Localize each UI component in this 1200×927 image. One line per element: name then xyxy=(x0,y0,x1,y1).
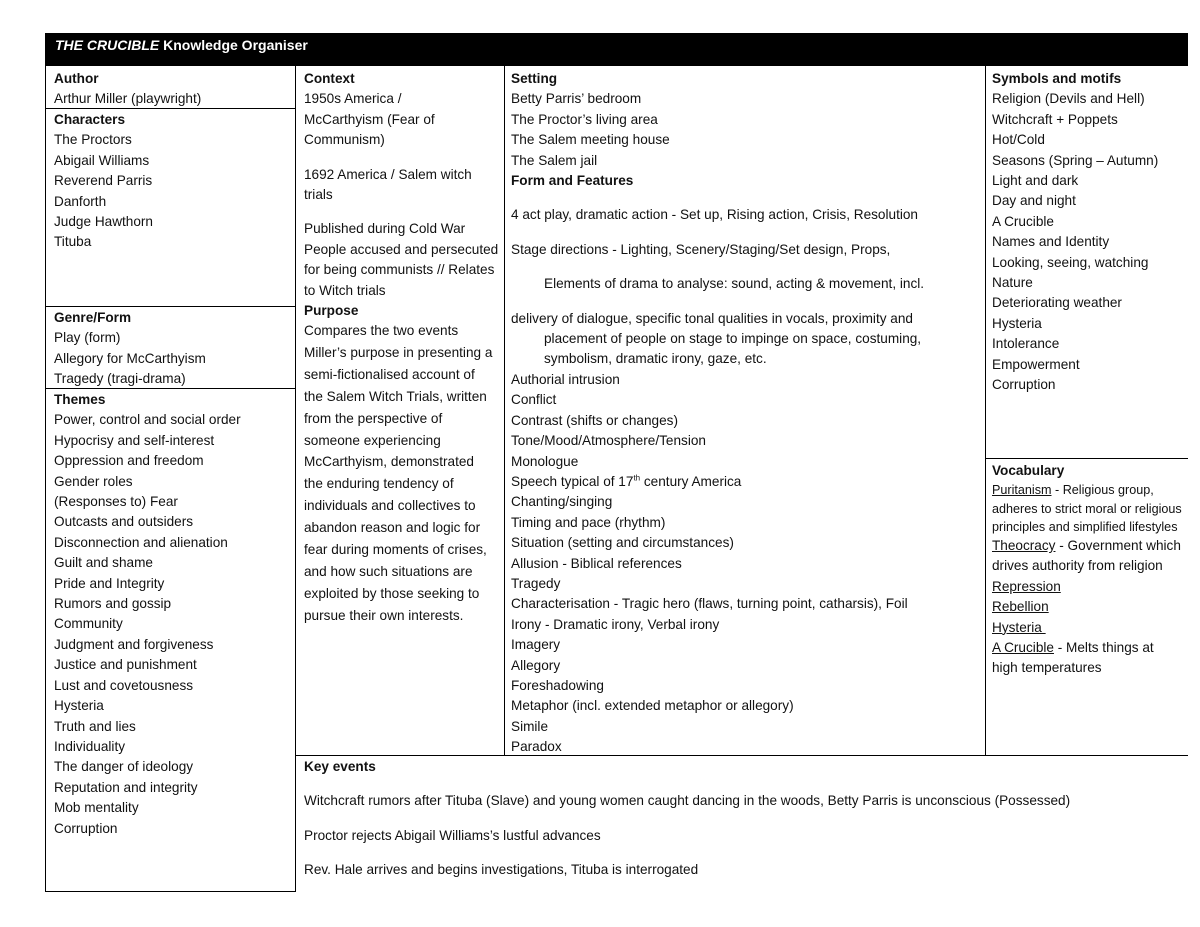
speech-post: century America xyxy=(640,473,742,489)
def-puritanism: - Religious group, adheres to strict moral or religious principles and simplified lifestyles xyxy=(992,483,1182,534)
setting-heading: Setting xyxy=(511,71,558,86)
list-item: Nature xyxy=(992,275,1033,291)
list-item: Conflict xyxy=(511,392,557,408)
list-item: Paradox xyxy=(511,739,562,755)
purpose-body: Miller’s purpose in presenting a semi-fictionalised account of the Salem Witch Trials, written from the perspective of someone experiencing McCarthyism, demonstrated the enduring tendency of individuals and collectives to abandon reason and logic for fear during moments of crises, and how such situations are exploited by those seeking to pursue their own interests. xyxy=(304,344,493,623)
list-item: Oppression and freedom xyxy=(54,453,204,469)
context-block-3a: Published during Cold War xyxy=(304,221,466,237)
term-rebellion: Rebellion xyxy=(992,599,1049,615)
term-hysteria: Hysteria xyxy=(992,619,1046,635)
list-item: Tituba xyxy=(54,234,92,250)
list-item: The Salem meeting house xyxy=(511,132,670,148)
list-item: Characterisation - Tragic hero (flaws, turning point, catharsis), Foil xyxy=(511,596,908,612)
list-item: Individuality xyxy=(54,738,126,754)
list-item: Witchcraft + Poppets xyxy=(992,111,1118,127)
list-item: Allegory xyxy=(511,657,561,673)
list-item: Outcasts and outsiders xyxy=(54,514,194,530)
divider-col3 xyxy=(985,66,986,755)
list-item: Tragedy xyxy=(511,575,561,591)
themes-heading: Themes xyxy=(54,392,106,407)
list-item: Day and night xyxy=(992,193,1076,209)
key-event: Rev. Hale arrives and begins investigations, Tituba is interrogated xyxy=(304,862,699,878)
list-item: The danger of ideology xyxy=(54,759,194,775)
context-block-2: 1692 America / Salem witch trials xyxy=(304,166,472,203)
purpose-heading: Purpose xyxy=(304,303,359,319)
list-item: Hysteria xyxy=(54,698,104,714)
def-theocracy: - Government which drives authority from religion xyxy=(992,538,1181,574)
genre-heading: Genre/Form xyxy=(54,310,132,325)
speech-pre: Speech typical of 17 xyxy=(511,473,634,489)
list-item: Chanting/singing xyxy=(511,494,613,510)
list-item: Allusion - Biblical references xyxy=(511,555,682,571)
setting-form-section xyxy=(511,69,981,758)
list-item: (Responses to) Fear xyxy=(54,494,178,510)
list-item: Foreshadowing xyxy=(511,677,604,693)
characters-heading: Characters xyxy=(54,112,126,127)
list-item: Deteriorating weather xyxy=(992,295,1122,311)
symbols-heading: Symbols and motifs xyxy=(992,71,1122,86)
title-bar xyxy=(45,33,1188,66)
symbols-section xyxy=(992,69,1186,396)
list-item: Disconnection and alienation xyxy=(54,534,228,550)
term-crucible: A Crucible xyxy=(992,640,1054,656)
list-item: The Proctor’s living area xyxy=(511,111,658,127)
form-act: 4 act play, dramatic action - Set up, Rising action, Crisis, Resolution xyxy=(511,207,918,223)
list-item: Pride and Integrity xyxy=(54,575,165,591)
form-heading: Form and Features xyxy=(511,173,634,189)
list-item: Imagery xyxy=(511,637,561,653)
vocab-heading: Vocabulary xyxy=(992,463,1065,478)
list-item: Mob mentality xyxy=(54,800,139,816)
list-item: Tragedy (tragi-drama) xyxy=(54,371,186,387)
vocabulary-section xyxy=(992,461,1182,679)
term-repression: Repression xyxy=(992,578,1061,594)
list-item: Contrast (shifts or changes) xyxy=(511,412,678,428)
context-block-1: 1950s America / McCarthyism (Fear of Communism) xyxy=(304,91,435,148)
author-section xyxy=(54,69,292,110)
list-item: Lust and covetousness xyxy=(54,677,194,693)
author-text: Arthur Miller (playwright) xyxy=(54,91,202,107)
characters-section xyxy=(54,110,292,253)
title-italic: THE CRUCIBLE xyxy=(55,37,160,53)
form-elements-2: delivery of dialogue, specific tonal qualities in vocals, proximity and xyxy=(511,310,913,326)
list-item: Rumors and gossip xyxy=(54,596,172,612)
list-item: Play (form) xyxy=(54,330,121,346)
list-item: Empowerment xyxy=(992,356,1080,372)
list-item: Metaphor (incl. extended metaphor or allegory) xyxy=(511,698,794,714)
def-crucible: - Melts things at high temperatures xyxy=(992,640,1154,676)
list-item: Allegory for McCarthyism xyxy=(54,350,206,366)
list-item: Reverend Parris xyxy=(54,173,153,189)
list-item: Looking, seeing, watching xyxy=(992,254,1149,270)
list-item: Gender roles xyxy=(54,473,133,489)
divider-characters xyxy=(45,306,295,307)
list-item: Corruption xyxy=(54,820,118,836)
list-item: Irony - Dramatic irony, Verbal irony xyxy=(511,616,720,632)
list-item: Abigail Williams xyxy=(54,152,150,168)
form-elements-3: placement of people on stage to impinge on space, costuming, xyxy=(544,331,922,347)
divider-symbols xyxy=(985,458,1188,459)
list-item: Intolerance xyxy=(992,336,1060,352)
key-event: Proctor rejects Abigail Williams’s lustful advances xyxy=(304,827,601,843)
list-item: Betty Parris’ bedroom xyxy=(511,91,642,107)
term-puritanism: Puritanism xyxy=(992,483,1052,498)
form-stage: Stage directions - Lighting, Scenery/Staging/Set design, Props, xyxy=(511,241,891,257)
list-item: The Proctors xyxy=(54,132,132,148)
knowledge-organiser xyxy=(45,33,1188,892)
list-item: Corruption xyxy=(992,377,1056,393)
vocab-puritanism xyxy=(992,481,1182,536)
list-item: Community xyxy=(54,616,123,632)
term-theocracy: Theocracy xyxy=(992,538,1056,554)
list-item: Seasons (Spring – Autumn) xyxy=(992,152,1159,168)
border-bottom xyxy=(45,891,295,892)
themes-section xyxy=(54,390,292,839)
list-item: Hot/Cold xyxy=(992,132,1045,148)
list-item: Judgment and forgiveness xyxy=(54,636,214,652)
border-left xyxy=(45,66,46,892)
list-item: Situation (setting and circumstances) xyxy=(511,535,734,551)
list-item: Justice and punishment xyxy=(54,657,197,673)
list-item: Danforth xyxy=(54,193,107,209)
list-item: Power, control and social order xyxy=(54,412,241,428)
key-events-heading: Key events xyxy=(304,759,376,774)
vocab-theocracy xyxy=(992,536,1182,577)
list-item: Authorial intrusion xyxy=(511,371,620,387)
vocab-crucible xyxy=(992,638,1182,679)
form-elements-4: symbolism, dramatic irony, gaze, etc. xyxy=(544,351,767,367)
purpose-line-1: Compares the two events xyxy=(304,323,459,339)
list-item: Names and Identity xyxy=(992,234,1110,250)
context-block-3b: People accused and persecuted for being communists // Relates to Witch trials xyxy=(304,241,499,298)
list-item: Guilt and shame xyxy=(54,555,153,571)
list-item: Monologue xyxy=(511,453,579,469)
title-rest: Knowledge Organiser xyxy=(159,37,308,53)
form-elements-1: Elements of drama to analyse: sound, acting & movement, incl. xyxy=(544,276,925,292)
key-event: Witchcraft rumors after Tituba (Slave) and young women caught dancing in the woods, Betty Parris is unconscious (Possessed) xyxy=(304,793,1071,809)
list-item: Hypocrisy and self-interest xyxy=(54,432,215,448)
divider-col1 xyxy=(295,66,296,892)
list-item: Religion (Devils and Hell) xyxy=(992,91,1145,107)
divider-col2 xyxy=(504,66,505,755)
list-item: Hysteria xyxy=(992,315,1042,331)
list-item: Timing and pace (rhythm) xyxy=(511,514,666,530)
author-heading: Author xyxy=(54,71,99,86)
list-item: A Crucible xyxy=(992,213,1054,229)
key-events-section xyxy=(304,757,1184,881)
list-item: The Salem jail xyxy=(511,152,598,168)
list-item: Truth and lies xyxy=(54,718,136,734)
list-item: Tone/Mood/Atmosphere/Tension xyxy=(511,433,706,449)
list-item: Light and dark xyxy=(992,173,1079,189)
list-item: Simile xyxy=(511,718,549,734)
list-item: Reputation and integrity xyxy=(54,779,198,795)
list-item-speech xyxy=(511,472,981,492)
genre-section xyxy=(54,308,292,390)
context-section xyxy=(304,69,499,627)
list-item: Judge Hawthorn xyxy=(54,214,153,230)
speech-sup: th xyxy=(633,473,641,483)
context-heading: Context xyxy=(304,71,355,86)
